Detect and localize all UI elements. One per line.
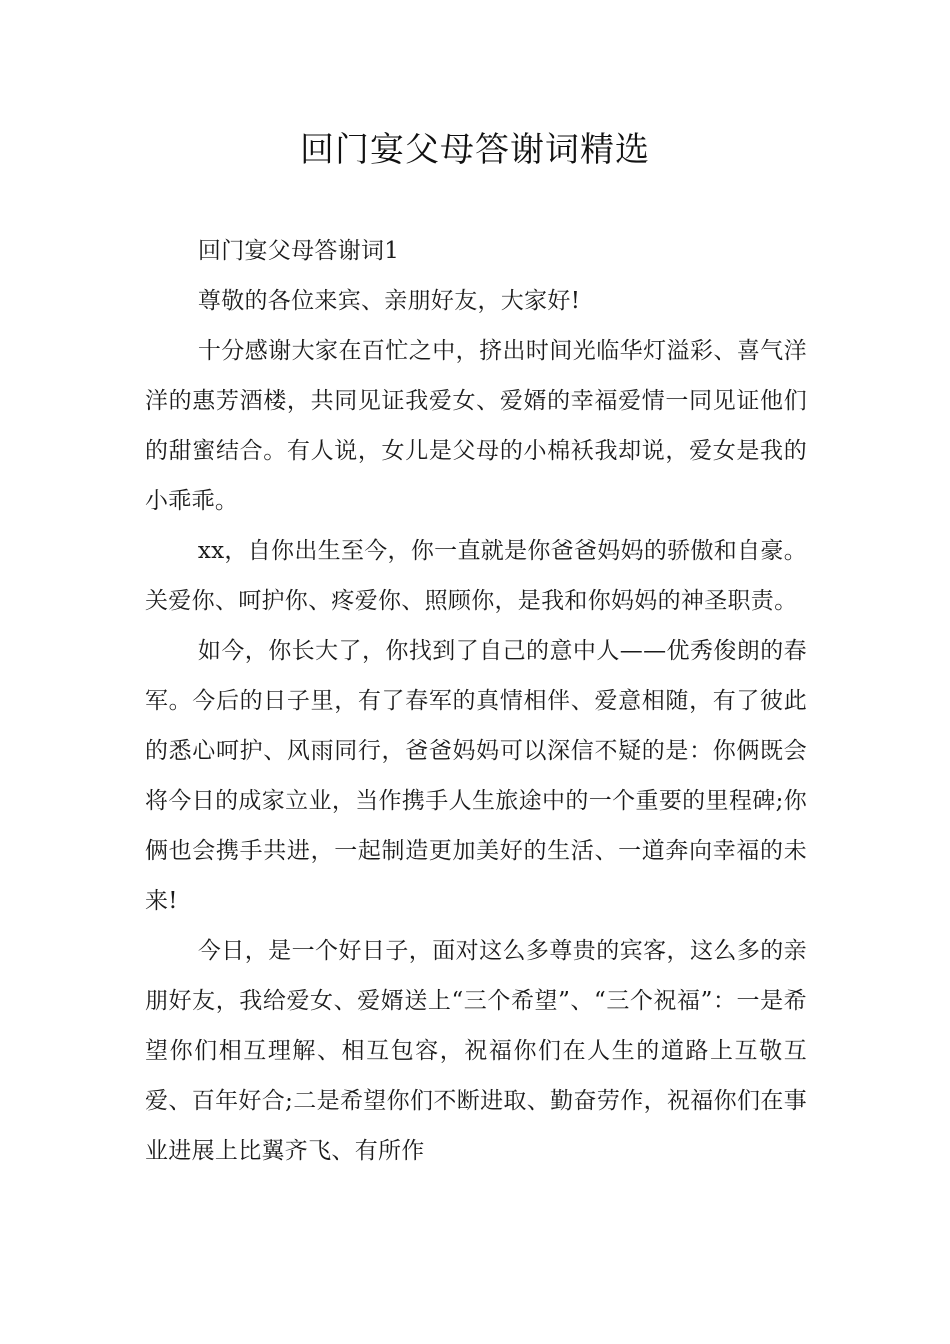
paragraph: 十分感谢大家在百忙之中，挤出时间光临华灯溢彩、喜气洋洋的惠芳酒楼，共同见证我爱女、爱婿的幸福爱情一同见证他们的甜蜜结合。有人说，女儿是父母的小棉袄我却说，爱女是我的小乖乖。: [145, 338, 807, 514]
paragraph-greeting: 尊敬的各位来宾、亲朋好友，大家好!: [197, 288, 581, 314]
paragraph: 如今，你长大了，你找到了自己的意中人——优秀俊朗的春军。今后的日子里，有了春军的真情相伴、爱意相随，有了彼此的悉心呵护、风雨同行，爸爸妈妈可以深信不疑的是：你俩既会将今日的成家立业，当作携手人生旅途中的一个重要的里程碑;你俩也会携手共进，一起制造更加美好的生活、一道奔向幸福的未来!: [145, 638, 807, 914]
section-heading: 回门宴父母答谢词1: [197, 238, 400, 264]
paragraph: 今日，是一个好日子，面对这么多尊贵的宾客，这么多的亲朋好友，我给爱女、爱婿送上“三个希望”、“三个祝福”：一是希望你们相互理解、相互包容，祝福你们在人生的道路上互敬互爱、百年好合;二是希望你们不断进取、勤奋劳作，祝福你们在事业进展上比翼齐飞、有所作: [145, 938, 807, 1164]
document-title: 回门宴父母答谢词精选: [300, 130, 650, 170]
document-body: [145, 226, 807, 1176]
paragraph: xx，自你出生至今，你一直就是你爸爸妈妈的骄傲和自豪。关爱你、呵护你、疼爱你、照顾你，是我和你妈妈的神圣职责。: [145, 538, 807, 614]
